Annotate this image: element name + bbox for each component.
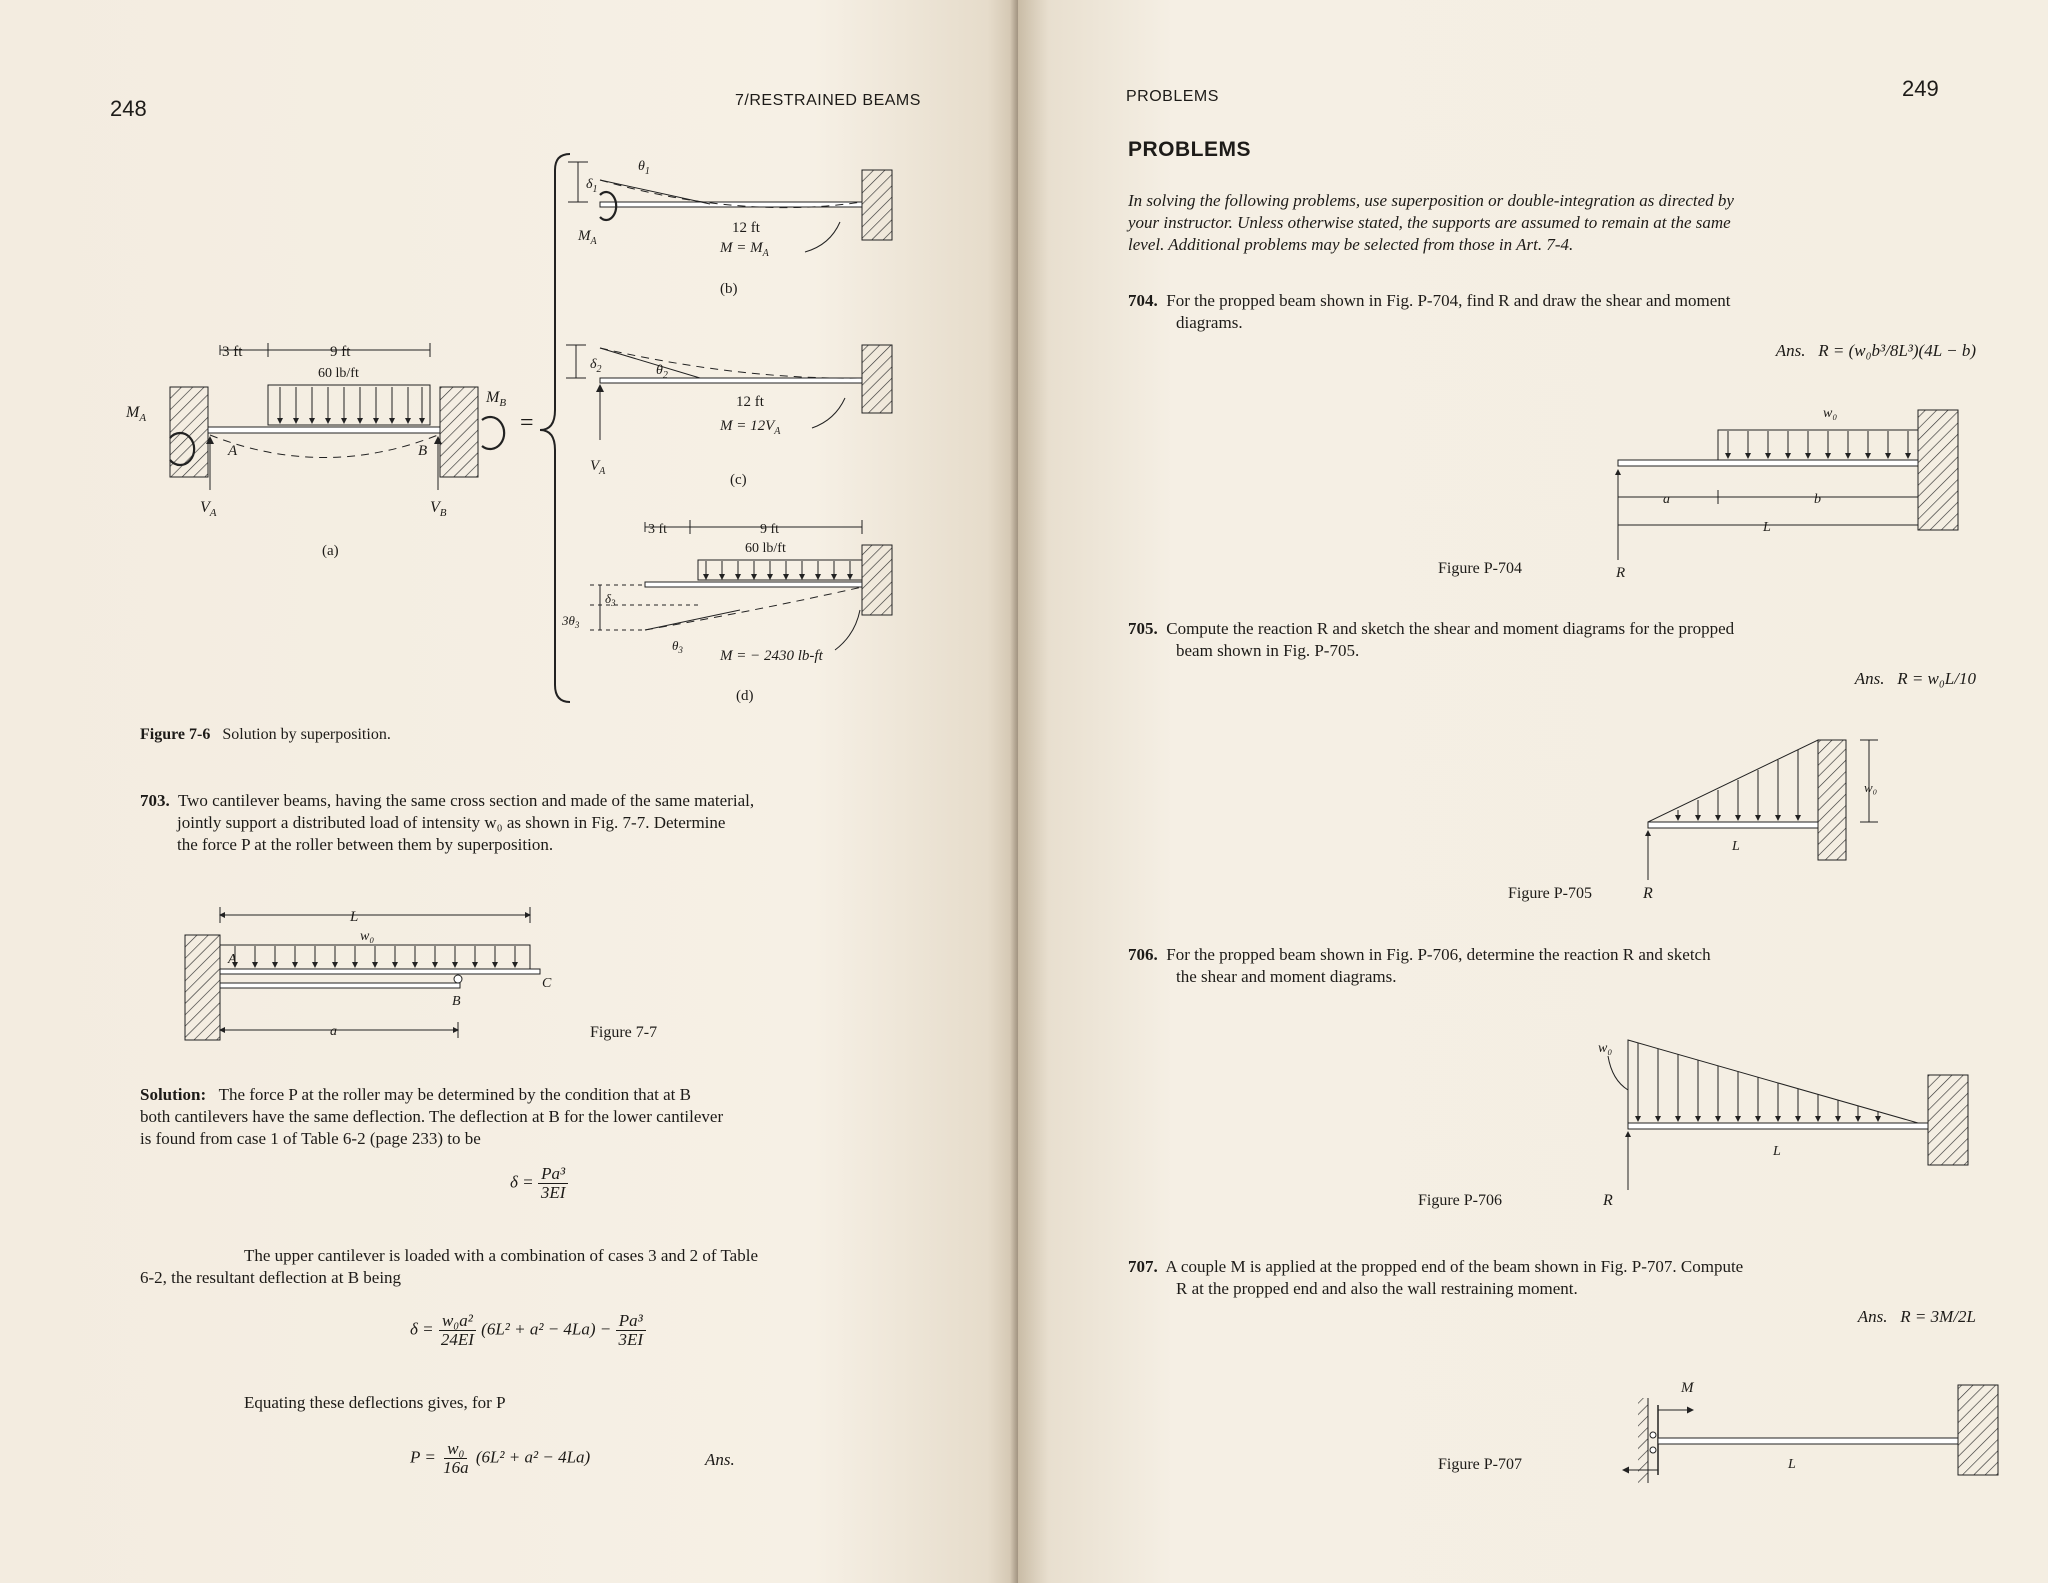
left-running-head: 7/RESTRAINED BEAMS: [735, 92, 921, 109]
problem-705-answer: [1855, 668, 1976, 690]
problem-706: [1128, 944, 1998, 988]
fig76c-label: (c): [730, 472, 747, 488]
fig76c-moment: $M = 12V_A$: [720, 418, 781, 437]
fig76a-ma: $M_A$: [126, 404, 147, 424]
problem-704: [1128, 290, 1998, 334]
problem-707-line2: R at the propped end and also the wall restraining moment.: [1176, 1279, 1578, 1298]
right-page: [1018, 0, 2048, 1583]
eq1-num: Pa³: [538, 1165, 568, 1184]
solution-line4: The upper cantilever is loaded with a combination of cases 3 and 2 of Table: [244, 1246, 758, 1265]
fig77-a: a: [330, 1024, 337, 1039]
fig76c-len: 12 ft: [736, 394, 764, 410]
fig705-L: L: [1732, 839, 1740, 854]
fig77-w0: w₀: [360, 929, 375, 944]
fig76b-ma: $M_A$: [578, 228, 597, 247]
figure-7-6a: [125, 154, 570, 702]
fig76a-pt-a: A: [228, 443, 238, 459]
problem-706-line2: the shear and moment diagrams.: [1176, 967, 1397, 986]
fig705-R: R: [1643, 885, 1653, 902]
fig76d-label: (d): [736, 688, 754, 704]
fig76-equals: =: [520, 410, 534, 436]
fig76d-three-theta: $3\theta_3$: [562, 613, 580, 630]
eq1-lhs: δ =: [510, 1172, 534, 1192]
fig76a-label: (a): [322, 543, 339, 559]
problem-704-line2: diagrams.: [1176, 313, 1243, 332]
right-running-head: PROBLEMS: [1126, 88, 1219, 105]
problem-707-ans-label: Ans.: [1857, 1307, 1888, 1326]
equation-1: [510, 1165, 568, 1202]
equation-3: [410, 1440, 590, 1477]
eq2-lhs: δ =: [410, 1319, 434, 1339]
figure-p-706: [1578, 1030, 1998, 1220]
fig76d-dim-3ft: 3 ft: [648, 522, 668, 537]
problems-intro: [1128, 190, 1998, 256]
fig707-M: M: [1681, 1380, 1694, 1396]
problem-705: [1128, 618, 1998, 662]
solution-703: [140, 1084, 950, 1150]
fig706-L: L: [1773, 1144, 1781, 1159]
left-page-number: 248: [110, 96, 147, 121]
solution-label: Solution:: [140, 1085, 207, 1104]
fig76b-label: (b): [720, 281, 738, 297]
fig704-b: b: [1814, 492, 1821, 507]
problem-707-answer: [1858, 1306, 1976, 1328]
fig76d-moment: M = − 2430 lb-ft: [720, 648, 823, 664]
fig76a-pt-b: B: [418, 443, 428, 459]
fig76a-va: $V_A$: [200, 499, 217, 519]
problem-705-number: 705.: [1128, 619, 1158, 638]
eq1-den: 3EI: [540, 1183, 566, 1202]
intro-line1: In solving the following problems, use superposition or double-integration as directed by: [1128, 191, 1734, 210]
eq2-den2: 3EI: [618, 1330, 644, 1349]
fig706-w0: w₀: [1598, 1041, 1613, 1056]
problem-703-number: 703.: [140, 791, 170, 810]
fig704-caption: Figure P-704: [1438, 560, 1522, 577]
fig76d-delta: $\delta_3$: [605, 591, 616, 608]
solution-para2: [140, 1245, 950, 1289]
fig76b-len: 12 ft: [732, 220, 760, 236]
eq3-den: 16a: [443, 1458, 469, 1477]
fig704-R: R: [1616, 565, 1626, 581]
problem-705-ans-label: Ans.: [1854, 669, 1885, 688]
problem-707: [1128, 1256, 1998, 1300]
problem-707-line1: A couple M is applied at the propped end of the beam shown in Fig. P-707. Compute: [1165, 1257, 1744, 1276]
problem-705-line1: Compute the reaction R and sketch the shear and moment diagrams for the propped: [1166, 619, 1735, 638]
problem-703-line1: Two cantilever beams, having the same cross section and made of the same material,: [177, 791, 755, 810]
fig76d-theta: $\theta_3$: [672, 638, 683, 655]
fig706-R: R: [1603, 1192, 1613, 1209]
fig76a-dim-9ft: 9 ft: [330, 344, 351, 360]
fig76c-theta: $\theta_2$: [656, 363, 668, 381]
fig704-a: a: [1663, 492, 1670, 507]
problem-705-line2: beam shown in Fig. P-705.: [1176, 641, 1360, 660]
fig77-C: C: [542, 976, 552, 991]
problem-704-answer: [1776, 340, 1976, 362]
problem-703-line3: the force P at the roller between them by superposition.: [177, 835, 554, 854]
fig706-caption: Figure P-706: [1418, 1192, 1502, 1209]
problem-705-ans: R = w₀L/10: [1897, 669, 1976, 688]
figure-p-707: [1603, 1370, 2003, 1490]
solution-line3: is found from case 1 of Table 6-2 (page 233) to be: [140, 1129, 481, 1148]
fig77-B: B: [452, 994, 461, 1009]
right-page-number: 249: [1902, 76, 1939, 101]
eq3-num: w₀: [444, 1440, 467, 1459]
solution-line5: 6-2, the resultant deflection at B being: [140, 1268, 402, 1287]
fig77-A: A: [228, 952, 237, 967]
eq2-den1: 24EI: [440, 1330, 474, 1349]
fig704-L: L: [1763, 520, 1771, 535]
fig76d-dim-9ft: 9 ft: [760, 522, 780, 537]
figure-7-6: [100, 140, 980, 730]
equation-2: [410, 1312, 646, 1349]
fig76-caption: [140, 726, 391, 744]
problem-707-ans: R = 3M/2L: [1900, 1307, 1976, 1326]
problems-heading: PROBLEMS: [1128, 138, 1252, 161]
figure-7-6b: [568, 159, 892, 297]
eq3-lhs: P =: [410, 1447, 436, 1467]
problem-704-ans-label: Ans.: [1775, 341, 1806, 360]
fig76c-delta: $\delta_2$: [590, 357, 602, 375]
solution-line2: both cantilevers have the same deflection. The deflection at B for the lower cantilever: [140, 1107, 724, 1126]
fig76a-dim-3ft: 3 ft: [222, 344, 243, 360]
problem-706-number: 706.: [1128, 945, 1158, 964]
fig76a-load: 60 lb/ft: [318, 366, 359, 381]
eq3-ans: Ans.: [705, 1450, 735, 1469]
intro-line3: level. Additional problems may be selected from those in Art. 7-4.: [1128, 235, 1574, 254]
fig76b-moment: $M = M_A$: [720, 240, 769, 259]
fig76d-load: 60 lb/ft: [745, 541, 786, 556]
intro-line2: your instructor. Unless otherwise stated, the supports are assumed to remain at the same: [1128, 213, 1731, 232]
fig705-w0: w₀: [1864, 780, 1878, 795]
fig76c-va: $V_A$: [590, 458, 606, 477]
figure-p-705: [1638, 730, 1998, 900]
fig705-caption: Figure P-705: [1508, 885, 1592, 902]
fig77-L: L: [350, 909, 359, 925]
eq2-num1: w₀a²: [439, 1312, 476, 1331]
fig76-caption-text: Solution by superposition.: [222, 726, 391, 743]
figure-7-7: [180, 895, 600, 1055]
eq2-num2: Pa³: [616, 1312, 646, 1331]
fig707-L: L: [1788, 1457, 1796, 1472]
problem-706-line1: For the propped beam shown in Fig. P-706, determine the reaction R and sketch: [1166, 945, 1711, 964]
eq2-mid: (6L² + a² − 4La) −: [481, 1319, 612, 1339]
problem-703: [140, 790, 950, 856]
fig76a-vb: $V_B$: [430, 499, 447, 519]
solution-line6: Equating these deflections gives, for P: [244, 1393, 506, 1412]
fig76a-mb: $M_B$: [486, 389, 507, 409]
fig707-caption: Figure P-707: [1438, 1456, 1522, 1473]
fig76b-theta: $\theta_1$: [638, 159, 650, 177]
fig77-caption: Figure 7-7: [590, 1024, 658, 1041]
figure-p-704: [1578, 395, 1978, 585]
problem-707-number: 707.: [1128, 1257, 1158, 1276]
figure-7-6c: [566, 345, 892, 488]
left-page: [0, 0, 1018, 1583]
fig76-caption-label: Figure 7-6: [140, 726, 211, 743]
fig704-w0: w₀: [1823, 406, 1838, 421]
problem-704-number: 704.: [1128, 291, 1158, 310]
eq3-rhs: (6L² + a² − 4La): [475, 1447, 591, 1467]
problem-704-ans: R = (w₀b³/8L³)(4L − b): [1818, 341, 1976, 360]
problem-703-line2: jointly support a distributed load of intensity w₀ as shown in Fig. 7-7. Determine: [177, 813, 726, 832]
problem-704-line1: For the propped beam shown in Fig. P-704, find R and draw the shear and moment: [1166, 291, 1731, 310]
fig76b-delta: $\delta_1$: [586, 177, 598, 195]
figure-7-6d: [561, 520, 892, 704]
solution-line1: The force P at the roller may be determined by the condition that at B: [218, 1085, 691, 1104]
